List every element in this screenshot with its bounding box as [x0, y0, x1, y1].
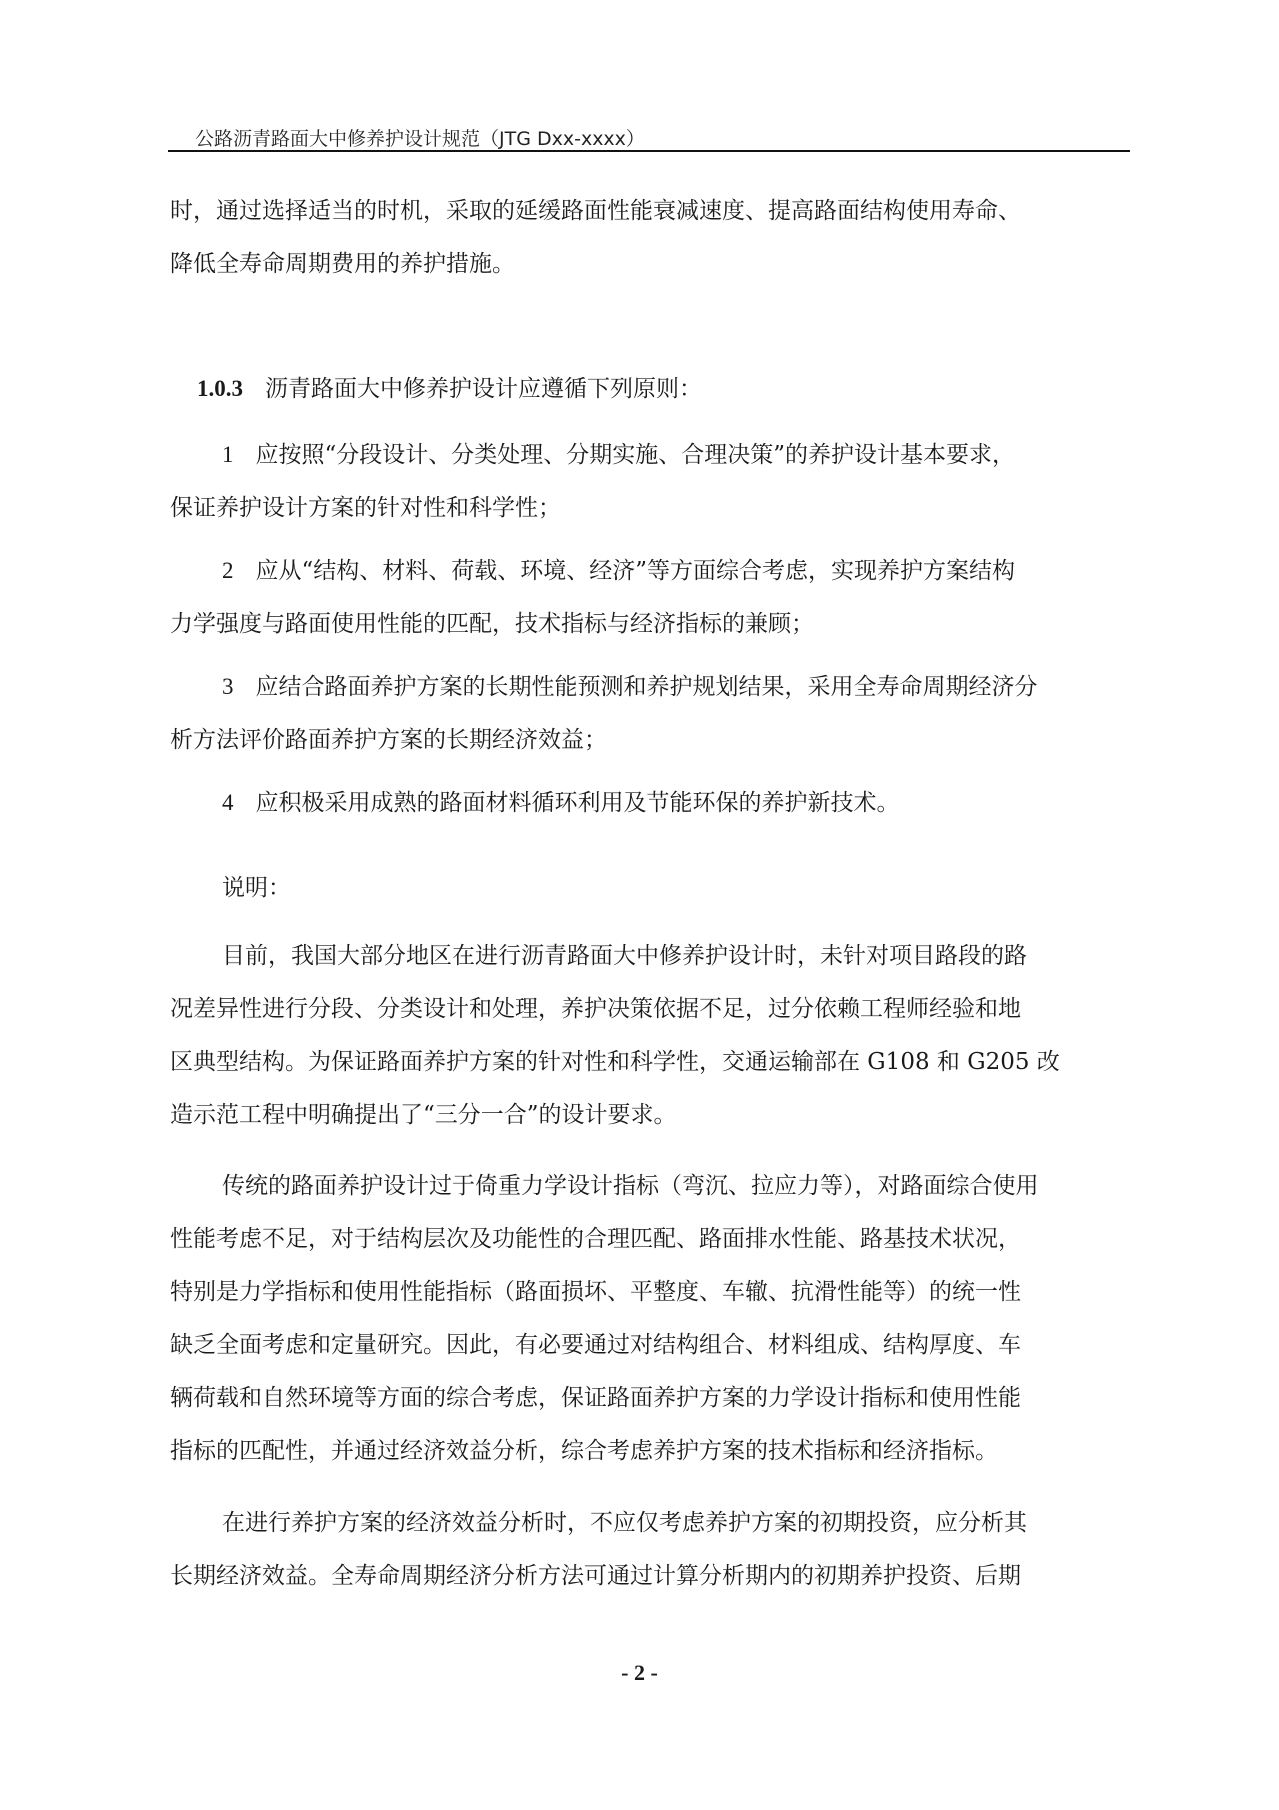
list-item-4 [170, 776, 1130, 830]
text-line: 指标的匹配性，并通过经济效益分析，综合考虑养护方案的技术指标和经济指标。 [170, 1438, 998, 1464]
text-line: 缺乏全面考虑和定量研究。因此，有必要通过对结构组合、材料组成、结构厚度、车 [170, 1332, 1021, 1358]
page-number: - 2 - [621, 1660, 658, 1685]
item-number: 3 [222, 674, 234, 699]
text-line: 长期经济效益。全寿命周期经济分析方法可通过计算分析期内的初期养护投资、后期 [170, 1563, 1021, 1589]
text-line: 特别是力学指标和使用性能指标（路面损坏、平整度、车辙、抗滑性能等）的统一性 [170, 1279, 1021, 1305]
text-line: 在进行养护方案的经济效益分析时，不应仅考虑养护方案的初期投资，应分析其 [222, 1510, 1027, 1536]
list-item-3 [170, 660, 1130, 767]
text-line: 析方法评价路面养护方案的长期经济效益； [170, 727, 607, 753]
text-line: 应按照“分段设计、分类处理、分期实施、合理决策”的养护设计基本要求， [255, 442, 1016, 468]
explanation-paragraph-2 [170, 1160, 1130, 1478]
text-line: 况差异性进行分段、分类设计和处理，养护决策依据不足，过分依赖工程师经验和地 [170, 996, 1021, 1022]
item-number: 2 [222, 558, 234, 583]
clause-number: 1.0.3 [197, 376, 243, 401]
text-line: 区典型结构。为保证路面养护方案的针对性和科学性，交通运输部在 G108 和 G205 改 [170, 1049, 1060, 1075]
item-number: 4 [222, 790, 234, 815]
text-line: 应积极采用成熟的路面材料循环利用及节能环保的养护新技术。 [255, 790, 900, 816]
list-item-2 [170, 544, 1130, 651]
text-line: 造示范工程中明确提出了“三分一合”的设计要求。 [170, 1102, 677, 1128]
clause-text: 沥青路面大中修养护设计应遵循下列原则： [265, 376, 702, 402]
item-number: 1 [222, 442, 234, 467]
header-rule [168, 150, 1130, 152]
text-line: 目前，我国大部分地区在进行沥青路面大中修养护设计时，未针对项目路段的路 [222, 943, 1027, 969]
clause-1-0-3 [170, 362, 1130, 416]
text-line: 时，通过选择适当的时机，采取的延缓路面性能衰减速度、提高路面结构使用寿命、 [170, 198, 1021, 224]
explanation-paragraph-1 [170, 930, 1130, 1142]
text-line: 性能考虑不足，对于结构层次及功能性的合理匹配、路面排水性能、路基技术状况， [170, 1226, 1021, 1252]
text-line: 保证养护设计方案的针对性和科学性； [170, 495, 561, 521]
text-line: 应结合路面养护方案的长期性能预测和养护规划结果，采用全寿命周期经济分 [255, 674, 1038, 700]
text-line: 应从“结构、材料、荷载、环境、经济”等方面综合考虑，实现养护方案结构 [255, 558, 1016, 584]
text-line: 传统的路面养护设计过于倚重力学设计指标（弯沉、拉应力等），对路面综合使用 [222, 1173, 1039, 1199]
running-header: 公路沥青路面大中修养护设计规范（JTG Dxx-xxxx） [195, 128, 645, 150]
text-line: 力学强度与路面使用性能的匹配，技术指标与经济指标的兼顾； [170, 611, 814, 637]
continuation-paragraph [170, 185, 1130, 291]
text-line: 降低全寿命周期费用的养护措施。 [170, 251, 515, 277]
text-line: 辆荷载和自然环境等方面的综合考虑，保证路面养护方案的力学设计指标和使用性能 [170, 1385, 1021, 1411]
explanation-label: 说明： [222, 875, 291, 901]
explanation-paragraph-3 [170, 1497, 1130, 1603]
list-item-1 [170, 428, 1130, 535]
